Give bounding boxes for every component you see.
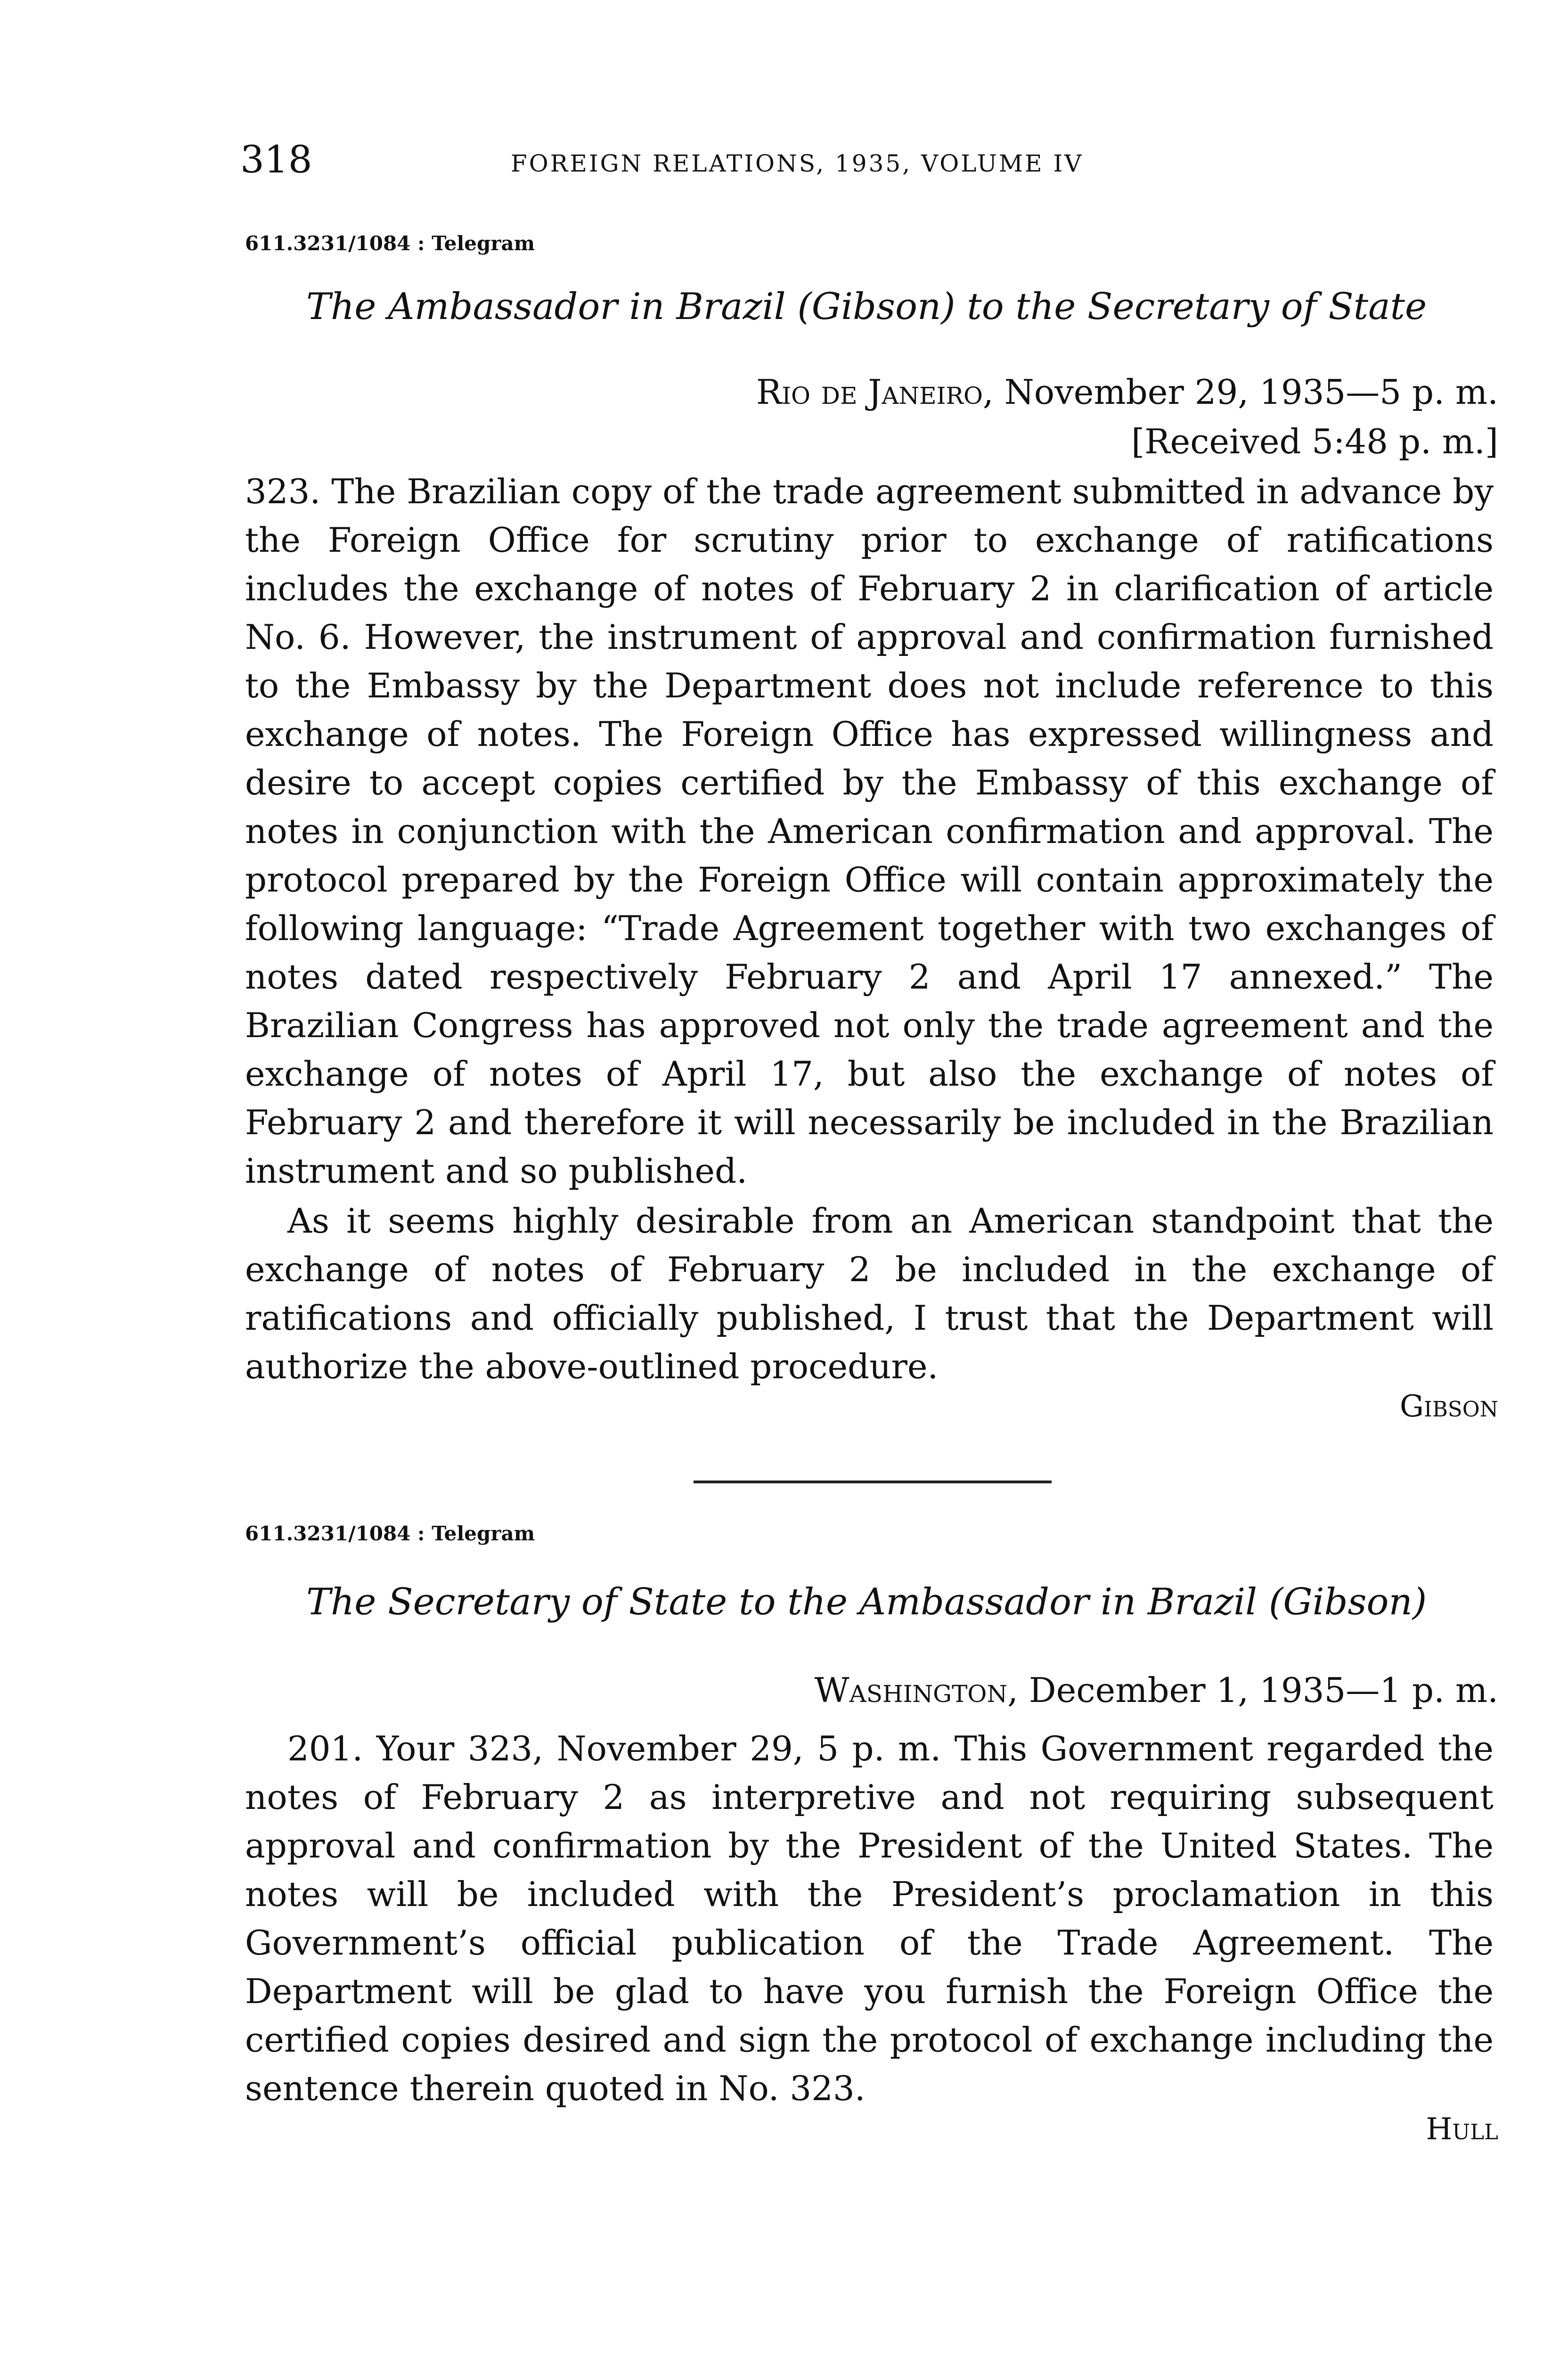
doc2-title: The Secretary of State to the Ambassador in Brazil (Gibson) xyxy=(306,1581,1427,1623)
running-head: FOREIGN RELATIONS, 1935, VOLUME IV xyxy=(511,150,1084,177)
doc2-paragraph-1: 201. Your 323, November 29, 5 p. m. This Government regarded the notes of February 2 as interpretive and not requiring subsequent approval and confirmation by the President of the United States. The notes will be included with the President’s proclamation in this Government’s official publication of the Trade Agreement. The Department will be glad to have you furnish the Foreign Office the certified copies desired and sign the protocol of exchange including the sentence therein quoted in No. 323. xyxy=(245,1729,1494,2108)
doc1-received: [Received 5:48 p. m.] xyxy=(1131,422,1498,461)
doc2-dateline xyxy=(815,1670,1498,1710)
doc1-date: November 29, 1935—5 p. m. xyxy=(993,372,1498,412)
doc1-place: Rio de Janeiro, xyxy=(756,372,994,412)
doc2-signature: Hull xyxy=(1426,2112,1498,2147)
page-number: 318 xyxy=(240,138,312,181)
section-divider xyxy=(694,1481,1052,1483)
doc1-paragraph-2: As it seems highly desirable from an American standpoint that the exchange of notes of February 2 be included in the exchange of ratifications and officially published, I trust that the Department will authorize the above-outlined procedure. xyxy=(245,1201,1494,1386)
doc2-date: December 1, 1935—1 p. m. xyxy=(1018,1670,1498,1710)
doc1-file-ref: 611.3231/1084 : Telegram xyxy=(245,232,535,255)
doc1-signature: Gibson xyxy=(1399,1389,1498,1424)
doc1-title: The Ambassador in Brazil (Gibson) to the Secretary of State xyxy=(306,286,1427,328)
doc2-file-ref: 611.3231/1084 : Telegram xyxy=(245,1522,535,1545)
doc2-place: Washington, xyxy=(814,1670,1019,1710)
doc1-paragraph-1: 323. The Brazilian copy of the trade agreement submitted in advance by the Foreign Office for scrutiny prior to exchange of ratifications includes the exchange of notes of February 2 in clarification of article No. 6. However, the instrument of approval and confirmation furnished to the Embassy by the Department does not include reference to this exchange of notes. The Foreign Office has expressed willingness and desire to accept copies certified by the Embassy of this exchange of notes in conjunction with the American confirmation and approval. The protocol prepared by the Foreign Office will contain approximately the following language: “Trade Agreement together with two exchanges of notes dated respectively February 2 and April 17 annexed.” The Brazilian Congress has approved not only the trade agreement and the exchange of notes of April 17, but also the exchange of notes of February 2 and therefore it will necessarily be included in the Brazilian instrument and so published. xyxy=(245,472,1494,1191)
doc1-dateline xyxy=(756,372,1498,412)
